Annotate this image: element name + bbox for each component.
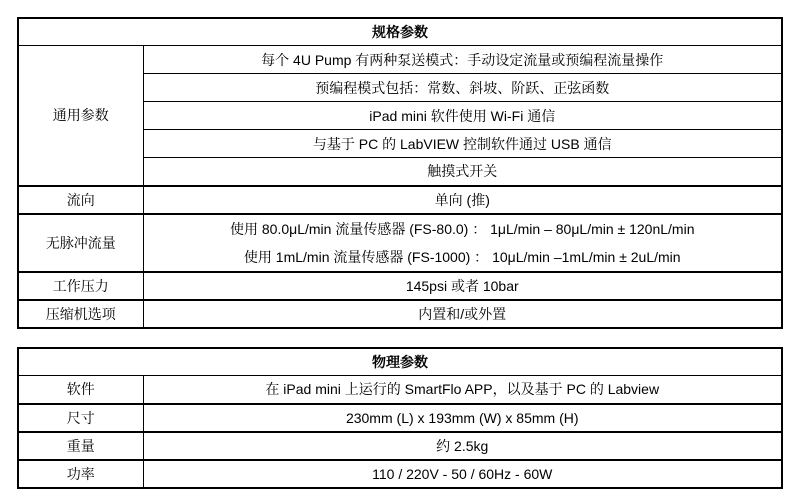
spec-table [17,17,783,329]
physical-table-title: 物理参数 [18,348,782,376]
general-param-item: 与基于 PC 的 LabVIEW 控制软件通过 USB 通信 [143,130,782,158]
row-label-flow-direction: 流向 [18,186,143,214]
row-value-power: 110 / 220V - 50 / 60Hz - 60W [143,460,782,488]
row-value-weight: 约 2.5kg [143,432,782,460]
general-param-item: 预编程模式包括：常数、斜坡、阶跃、正弦函数 [143,74,782,102]
row-label-power: 功率 [18,460,143,488]
general-param-item: 触摸式开关 [143,158,782,186]
general-param-item: iPad mini 软件使用 Wi-Fi 通信 [143,102,782,130]
row-value-pulseless-flow [143,214,782,272]
row-label-software: 软件 [18,376,143,404]
general-param-item: 每个 4U Pump 有两种泵送模式：手动设定流量或预编程流量操作 [143,46,782,74]
spec-table-title: 规格参数 [18,18,782,46]
row-value-dimensions: 230mm (L) x 193mm (W) x 85mm (H) [143,404,782,432]
row-label-dimensions: 尺寸 [18,404,143,432]
row-value-software: 在 iPad mini 上运行的 SmartFlo APP，以及基于 PC 的 Labview [143,376,782,404]
row-value-working-pressure: 145psi 或者 10bar [143,272,782,300]
row-label-working-pressure: 工作压力 [18,272,143,300]
row-value-flow-direction: 单向 (推) [143,186,782,214]
physical-table [17,347,783,489]
row-value-compressor-option: 内置和/或外置 [143,300,782,328]
row-label-pulseless-flow: 无脉冲流量 [18,214,143,272]
row-label-general-params: 通用参数 [18,46,143,186]
row-label-compressor-option: 压缩机选项 [18,300,143,328]
flow-sensor-line-2: 使用 1mL/min 流量传感器 (FS-1000) ： 10μL/min –1mL/min ± 2uL/min [243,248,681,265]
flow-sensor-line-1: 使用 80.0μL/min 流量传感器 (FS-80.0) ： 1μL/min – 80μL/min ± 120nL/min [230,220,695,237]
row-label-weight: 重量 [18,432,143,460]
